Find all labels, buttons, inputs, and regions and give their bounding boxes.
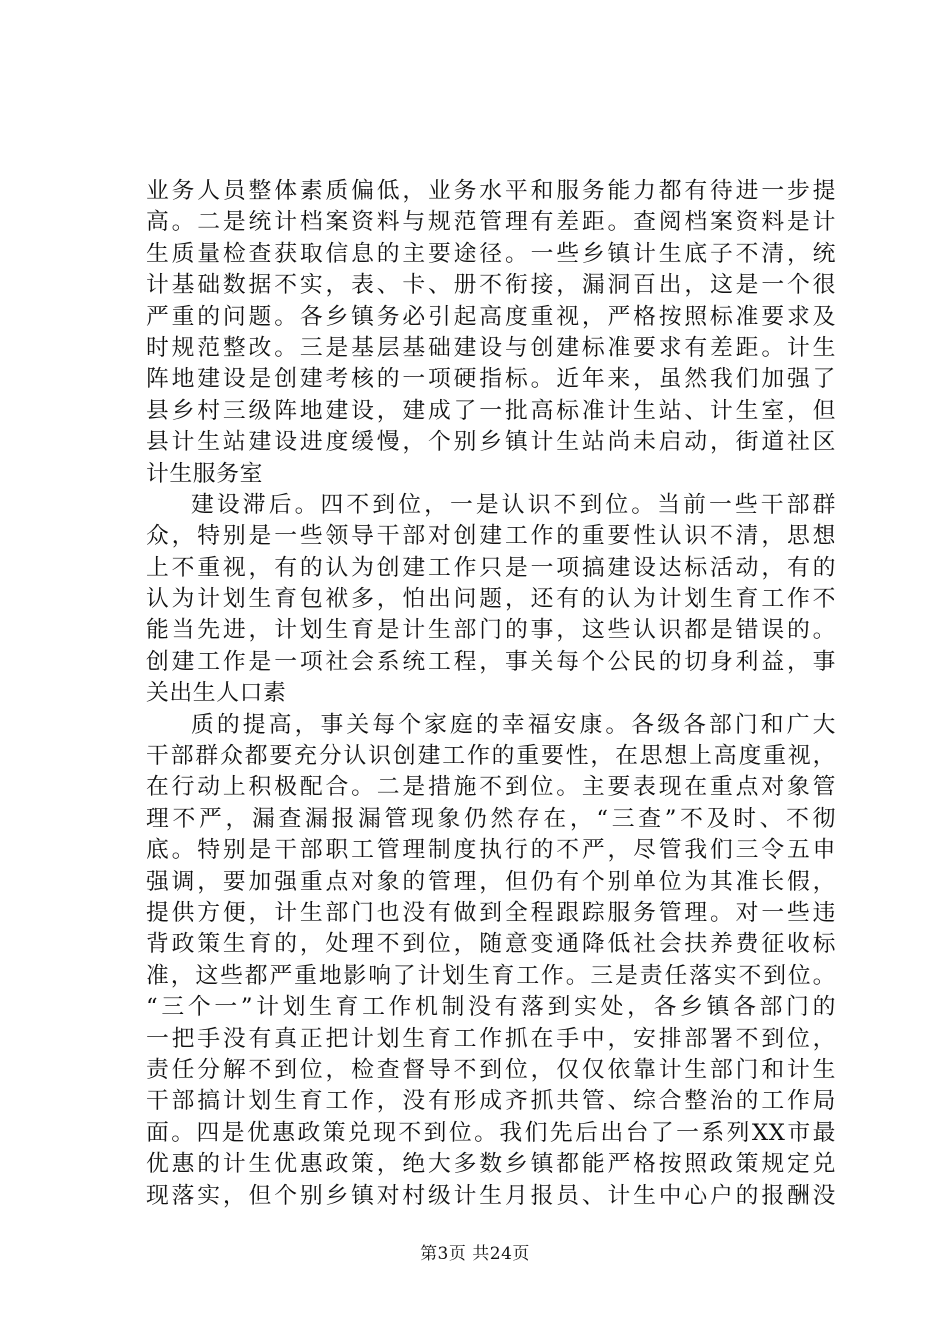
text-line: 县乡村三级阵地建设，建成了一批高标准计生站、计生室，但 xyxy=(146,397,836,424)
text-line: 背政策生育的，处理不到位，随意变通降低社会扶养费征收标 xyxy=(146,931,836,958)
body-text xyxy=(146,176,836,1212)
text-line: 准，这些都严重地影响了计划生育工作。三是责任落实不到位。 xyxy=(146,962,836,989)
text-line: 理不严，漏查漏报漏管现象仍然存在，“三查”不及时、不彻 xyxy=(146,805,836,832)
text-line: 能当先进，计划生育是计生部门的事，这些认识都是错误的。 xyxy=(146,617,836,644)
paragraph-first-line: 建设滞后。四不到位，一是认识不到位。当前一些干部群 xyxy=(191,491,836,518)
text-line: 众，特别是一些领导干部对创建工作的重要性认识不清，思想 xyxy=(146,523,836,550)
text-line: 认为计划生育包袱多，怕出问题，还有的认为计划生育工作不 xyxy=(146,586,836,613)
text-line: 优惠的计生优惠政策，绝大多数乡镇都能严格按照政策规定兑 xyxy=(146,1151,836,1178)
text-line: 干部搞计划生育工作，没有形成齐抓共管、综合整治的工作局 xyxy=(146,1088,836,1115)
page-footer xyxy=(0,1243,950,1265)
text-line: 创建工作是一项社会系统工程，事关每个公民的切身利益，事 xyxy=(146,648,836,675)
text-line: 关出生人口素 xyxy=(146,680,287,707)
text-line: 一把手没有真正把计划生育工作抓在手中，安排部署不到位， xyxy=(146,1025,836,1052)
text-line: 计生服务室 xyxy=(146,460,263,487)
text-line: 强调，要加强重点对象的管理，但仍有个别单位为其准长假， xyxy=(146,868,836,895)
text-line: 在行动上积极配合。二是措施不到位。主要表现在重点对象管 xyxy=(146,774,836,801)
text-line: 提供方便，计生部门也没有做到全程跟踪服务管理。对一些违 xyxy=(146,899,836,926)
text-line: 县计生站建设进度缓慢，个别乡镇计生站尚未启动，街道社区 xyxy=(146,429,836,456)
text-line: 时规范整改。三是基层基础建设与创建标准要求有差距。计生 xyxy=(146,334,836,361)
page-number-label: 第3页 共24页 xyxy=(420,1244,530,1264)
paragraph-first-line: 质的提高，事关每个家庭的幸福安康。各级各部门和广大 xyxy=(191,711,836,738)
text-line: 高。二是统计档案资料与规范管理有差距。查阅档案资料是计 xyxy=(146,209,836,236)
text-line: 生质量检查获取信息的主要途径。一些乡镇计生底子不清，统 xyxy=(146,240,836,267)
text-line: 干部群众都要充分认识创建工作的重要性，在思想上高度重视， xyxy=(146,743,836,770)
text-line: 严重的问题。各乡镇务必引起高度重视，严格按照标准要求及 xyxy=(146,303,836,330)
text-line: 计基础数据不实，表、卡、册不衔接，漏洞百出，这是一个很 xyxy=(146,272,836,299)
text-line: 现落实，但个别乡镇对村级计生月报员、计生中心户的报酬没 xyxy=(146,1182,836,1209)
text-line: 阵地建设是创建考核的一项硬指标。近年来，虽然我们加强了 xyxy=(146,366,836,393)
text-line: 业务人员整体素质偏低，业务水平和服务能力都有待进一步提 xyxy=(146,178,836,204)
text-line: “三个一”计划生育工作机制没有落到实处，各乡镇各部门的 xyxy=(146,994,836,1021)
text-line: 面。四是优惠政策兑现不到位。我们先后出台了一系列XX市最 xyxy=(146,1119,836,1146)
text-line: 底。特别是干部职工管理制度执行的不严，尽管我们三令五申 xyxy=(146,837,836,864)
text-line: 责任分解不到位，检查督导不到位，仅仅依靠计生部门和计生 xyxy=(146,1056,836,1083)
text-line: 上不重视，有的认为创建工作只是一项搞建设达标活动，有的 xyxy=(146,554,836,581)
